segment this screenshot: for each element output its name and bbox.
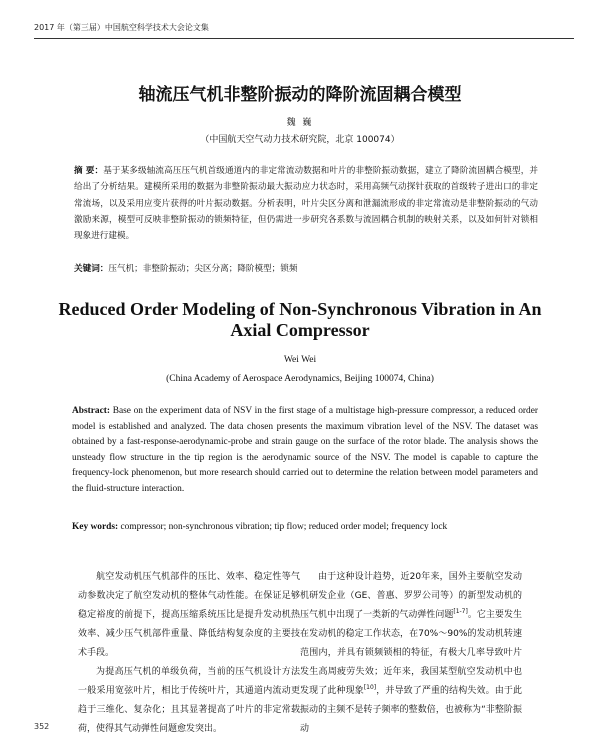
english-keywords-text: compressor; non-synchronous vibration; tip flow; reduced order model; frequency lock <box>118 522 448 532</box>
body-text: ，并导致了严重的结构失效。由于此振动的主频不是转子频率的整数倍，也被称为“非整阶振动 <box>300 686 522 734</box>
header-divider <box>34 38 574 39</box>
chinese-affiliation: （中国航天空气动力技术研究院，北京 100074） <box>200 135 400 145</box>
page-number: 352 <box>34 722 50 731</box>
english-abstract-label: Abstract: <box>72 406 111 416</box>
english-abstract <box>72 404 538 497</box>
english-keywords <box>72 520 538 534</box>
english-author: Wei Wei <box>283 355 317 365</box>
english-affiliation: (China Academy of Aerospace Aerodynamics, Beijing 100074, China) <box>166 374 434 384</box>
body-right-column <box>300 568 522 739</box>
chinese-keywords-text: 压气机；非整阶振动；尖区分离；降阶模型；锁频 <box>108 264 298 274</box>
running-head: 2017 年（第三届）中国航空科学技术大会论文集 <box>34 23 209 32</box>
chinese-abstract-text: 基于某多级轴流高压压气机首级通道内的非定常流动数据和叶片的非整阶振动数据，建立了降阶流固耦合模型，并给出了分析结果。建模所采用的数据为非整阶振动最大振动应力状态时，采用高频气动探针获取的首级转子进出口的非定常流场，以及采用应变片获得的叶片振动数据。分析表明，叶片尖区分离和泄漏流形成的非定常流动是非整阶振动的气动激励来源，模型可反映非整阶振动的锁频特征，但仍需进一步研究各系数与流固耦合机制的映射关系，以及如何针对锁相现象进行建模。 <box>74 166 538 242</box>
body-text: 由于这种设计趋势，近20年来，国外主要航空发动机研发企业（GE、普惠、罗罗公司等）的新型发动机的压气机中出现了一类新的气动弹性问题 <box>300 572 522 620</box>
citation-ref: [1-7] <box>453 608 468 615</box>
body-paragraph: 航空发动机压气机部件的压比、效率、稳定性等气动参数决定了航空发动机的整体气动性能。在保证足够稳定裕度的前提下，提高压缩系统压比是提升发动机热效率、减少压气机部件重量、降低结构复杂度的主要技术手段。 <box>78 572 300 658</box>
chinese-abstract <box>74 163 538 244</box>
citation-ref: [10] <box>363 684 377 691</box>
english-title: Reduced Order Modeling of Non-Synchronous Vibration in An Axial Compressor <box>58 299 542 340</box>
body-text: 。它主要发生在发动机的稳定工作状态，在70%～90%的发动机转速范围内，并具有锁频锁相的特征，有极大几率导致叶片发生高周疲劳失效；近年来，我国某型航空发动机中也发现了此种现象 <box>300 610 522 696</box>
chinese-keywords-label: 关键词： <box>74 264 109 274</box>
body-paragraph <box>300 568 522 739</box>
chinese-keywords <box>74 262 538 276</box>
chinese-author: 魏 巍 <box>286 118 314 128</box>
body-left-column <box>78 568 300 739</box>
english-abstract-text: Base on the experiment data of NSV in the first stage of a multistage high-pressure compressor, a reduced order model is established and analyzed. The data chosen presents the maximum vibration level of the NSV. The dataset was obtained by a fast-response-aerodynamic-probe and strain gauge on the surface of the rotor blade. The analysis shows the unsteady flow structure in the tip region is the aerodynamic source of the NSV. The model is capable to capture the frequency-lock phenomenon, but more research should carried out to determine the relation between model parameters and the fluid-structure interaction. <box>72 406 538 494</box>
english-keywords-label: Key words: <box>72 522 119 532</box>
body-paragraph: 为提高压气机的单级负荷，当前的压气机设计方法一般采用宽弦叶片，相比于传统叶片，其通道内流动更趋于三维化、复杂化；且其显著提高了叶片的非定常载荷，使得其气动弹性问题愈发突出。 <box>78 667 300 734</box>
chinese-title: 轴流压气机非整阶振动的降阶流固耦合模型 <box>138 85 462 105</box>
chinese-abstract-label: 摘 要： <box>74 166 104 176</box>
